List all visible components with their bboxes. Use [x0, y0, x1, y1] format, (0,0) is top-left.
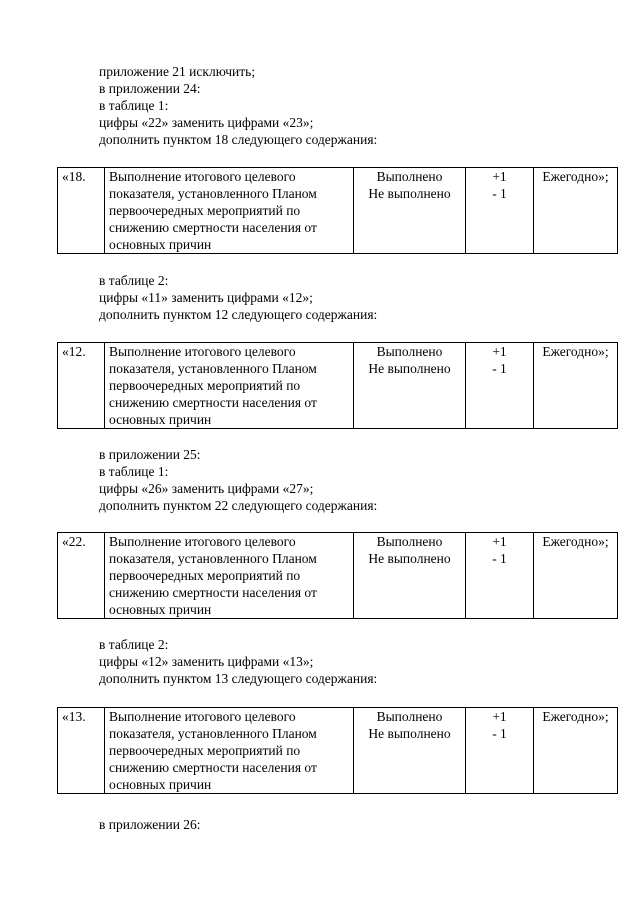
- description-line: показателя, установленного Планом: [109, 186, 317, 201]
- description-line: снижению смертности населения от: [109, 220, 317, 235]
- description-line: показателя, установленного Планом: [109, 726, 317, 741]
- result-not-done: Не выполнено: [368, 551, 451, 566]
- score-plus: +1: [492, 169, 507, 184]
- item-frequency: Ежегодно»;: [534, 168, 618, 254]
- description-line: первоочередных мероприятий по: [109, 203, 301, 218]
- text-line: цифры «12» заменить цифрами «13»;: [99, 654, 314, 669]
- score-plus: +1: [492, 344, 507, 359]
- result-not-done: Не выполнено: [368, 186, 451, 201]
- amendment-table: [57, 532, 618, 619]
- text-line: в приложении 25:: [99, 447, 201, 462]
- result-done: Выполнено: [376, 709, 443, 724]
- result-done: Выполнено: [376, 534, 443, 549]
- table-row: [58, 708, 618, 794]
- description-line: показателя, установленного Планом: [109, 551, 317, 566]
- text-line: дополнить пунктом 12 следующего содержания:: [99, 307, 378, 322]
- score-plus: +1: [492, 709, 507, 724]
- item-score: [466, 708, 534, 794]
- description-line: первоочередных мероприятий по: [109, 378, 301, 393]
- item-description: [105, 168, 354, 254]
- text-line: цифры «22» заменить цифрами «23»;: [99, 115, 314, 130]
- description-line: основных причин: [109, 777, 212, 792]
- text-line: в таблице 1:: [99, 464, 169, 479]
- score-minus: - 1: [492, 361, 507, 376]
- table-row: [58, 533, 618, 619]
- item-frequency: Ежегодно»;: [534, 533, 618, 619]
- score-minus: - 1: [492, 186, 507, 201]
- description-line: показателя, установленного Планом: [109, 361, 317, 376]
- description-line: первоочередных мероприятий по: [109, 568, 301, 583]
- description-line: снижению смертности населения от: [109, 395, 317, 410]
- text-line: в таблице 2:: [99, 273, 169, 288]
- item-number: «22.: [58, 533, 105, 619]
- text-line: дополнить пунктом 13 следующего содержания:: [99, 671, 378, 686]
- result-not-done: Не выполнено: [368, 726, 451, 741]
- item-description: [105, 708, 354, 794]
- item-score: [466, 168, 534, 254]
- item-score: [466, 343, 534, 429]
- item-frequency: Ежегодно»;: [534, 708, 618, 794]
- text-line: дополнить пунктом 22 следующего содержания:: [99, 498, 378, 513]
- score-minus: - 1: [492, 551, 507, 566]
- description-line: снижению смертности населения от: [109, 760, 317, 775]
- table-row: [58, 168, 618, 254]
- text-line: цифры «26» заменить цифрами «27»;: [99, 481, 314, 496]
- item-number: «18.: [58, 168, 105, 254]
- item-description: [105, 343, 354, 429]
- description-line: основных причин: [109, 602, 212, 617]
- text-line: дополнить пунктом 18 следующего содержания:: [99, 132, 378, 147]
- table-row: [58, 343, 618, 429]
- result-done: Выполнено: [376, 169, 443, 184]
- item-result: [354, 343, 466, 429]
- amendment-table: [57, 167, 618, 254]
- description-line: Выполнение итогового целевого: [109, 169, 296, 184]
- description-line: основных причин: [109, 412, 212, 427]
- text-line: в таблице 1:: [99, 98, 169, 113]
- text-line: приложение 21 исключить;: [99, 64, 256, 79]
- item-result: [354, 168, 466, 254]
- item-number: «13.: [58, 708, 105, 794]
- result-not-done: Не выполнено: [368, 361, 451, 376]
- amendment-table: [57, 707, 618, 794]
- amendment-table: [57, 342, 618, 429]
- item-score: [466, 533, 534, 619]
- text-line: в таблице 2:: [99, 637, 169, 652]
- description-line: основных причин: [109, 237, 212, 252]
- score-minus: - 1: [492, 726, 507, 741]
- text-line: в приложении 24:: [99, 81, 201, 96]
- description-line: Выполнение итогового целевого: [109, 344, 296, 359]
- item-description: [105, 533, 354, 619]
- item-result: [354, 533, 466, 619]
- score-plus: +1: [492, 534, 507, 549]
- description-line: Выполнение итогового целевого: [109, 709, 296, 724]
- item-frequency: Ежегодно»;: [534, 343, 618, 429]
- text-line: цифры «11» заменить цифрами «12»;: [99, 290, 313, 305]
- description-line: Выполнение итогового целевого: [109, 534, 296, 549]
- text-line: в приложении 26:: [99, 817, 201, 832]
- item-number: «12.: [58, 343, 105, 429]
- description-line: снижению смертности населения от: [109, 585, 317, 600]
- description-line: первоочередных мероприятий по: [109, 743, 301, 758]
- result-done: Выполнено: [376, 344, 443, 359]
- item-result: [354, 708, 466, 794]
